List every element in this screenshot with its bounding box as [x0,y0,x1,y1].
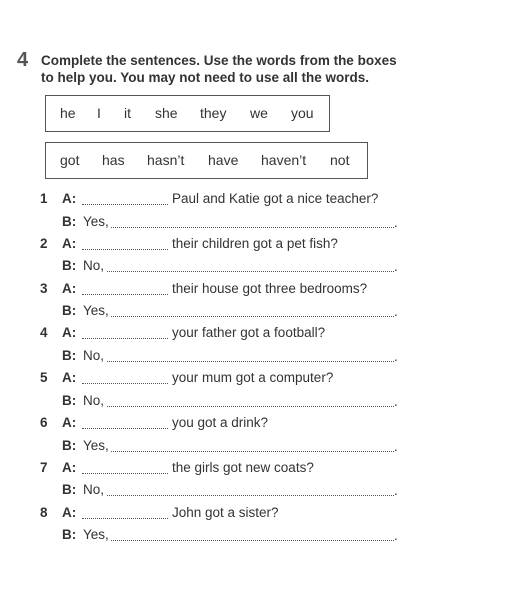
answer-blank[interactable] [111,540,394,541]
question-answer-blank[interactable] [82,294,168,295]
question-answer-blank[interactable] [82,428,168,429]
word-has: has [102,152,125,168]
exercise-instruction [41,52,441,86]
question-text: their house got three bedrooms? [172,281,368,296]
question-text: their children got a pet fish? [172,236,338,251]
word-we: we [250,105,268,121]
question-answer-blank[interactable] [82,383,168,384]
question-answer-blank[interactable] [82,473,168,474]
item-number: 3 [40,281,48,296]
answer-full-stop: . [394,349,398,364]
word-hasnt: hasn’t [147,152,185,168]
answer-full-stop: . [394,439,398,454]
item-number: 1 [40,191,48,206]
answer-start: No, [83,393,105,408]
question-text: your father got a football? [172,325,326,340]
speaker-b-label: B: [62,393,77,408]
word-i: I [97,105,101,121]
verb-word-box [45,142,368,179]
item-number: 7 [40,460,48,475]
speaker-a-label: A: [62,460,77,475]
word-she: she [155,105,178,121]
answer-blank[interactable] [111,227,394,228]
question-text: you got a drink? [172,415,269,430]
answer-start: Yes, [83,438,109,453]
item-number: 4 [40,325,48,340]
speaker-b-label: B: [62,214,77,229]
word-have: have [208,152,239,168]
answer-blank[interactable] [107,406,394,407]
speaker-a-label: A: [62,370,77,385]
question-answer-blank[interactable] [82,249,168,250]
answer-blank[interactable] [111,316,394,317]
speaker-b-label: B: [62,482,77,497]
word-they: they [200,105,227,121]
item-number: 8 [40,505,48,520]
answer-blank[interactable] [111,451,394,452]
question-answer-blank[interactable] [82,204,168,205]
answer-start: No, [83,482,105,497]
question-text: the girls got new coats? [172,460,314,475]
speaker-a-label: A: [62,236,77,251]
answer-full-stop: . [394,394,398,409]
answer-start: No, [83,348,105,363]
speaker-b-label: B: [62,258,77,273]
answer-start: Yes, [83,527,109,542]
answer-full-stop: . [394,483,398,498]
answer-blank[interactable] [107,361,394,362]
speaker-a-label: A: [62,191,77,206]
word-you: you [291,105,314,121]
exercise-number: 4 [17,49,29,71]
instruction-line-2: to help you. You may not need to use all the words. [41,70,370,85]
word-got: got [60,152,80,168]
word-havent: haven’t [261,152,307,168]
speaker-a-label: A: [62,505,77,520]
question-text: John got a sister? [172,505,279,520]
answer-start: Yes, [83,303,109,318]
answer-full-stop: . [394,304,398,319]
speaker-b-label: B: [62,527,77,542]
speaker-b-label: B: [62,303,77,318]
speaker-b-label: B: [62,348,77,363]
instruction-line-1: Complete the sentences. Use the words from the boxes [41,53,397,68]
answer-blank[interactable] [107,495,394,496]
answer-full-stop: . [394,215,398,230]
item-number: 5 [40,370,48,385]
speaker-a-label: A: [62,415,77,430]
question-answer-blank[interactable] [82,518,168,519]
answer-full-stop: . [394,259,398,274]
answer-start: No, [83,258,105,273]
speaker-b-label: B: [62,438,77,453]
pronoun-word-box [45,95,330,132]
answer-start: Yes, [83,214,109,229]
speaker-a-label: A: [62,281,77,296]
word-not: not [330,152,350,168]
word-he: he [60,105,76,121]
question-answer-blank[interactable] [82,338,168,339]
answer-full-stop: . [394,528,398,543]
word-it: it [124,105,131,121]
item-number: 2 [40,236,48,251]
question-text: Paul and Katie got a nice teacher? [172,191,379,206]
item-number: 6 [40,415,48,430]
question-text: your mum got a computer? [172,370,334,385]
answer-blank[interactable] [107,271,394,272]
speaker-a-label: A: [62,325,77,340]
